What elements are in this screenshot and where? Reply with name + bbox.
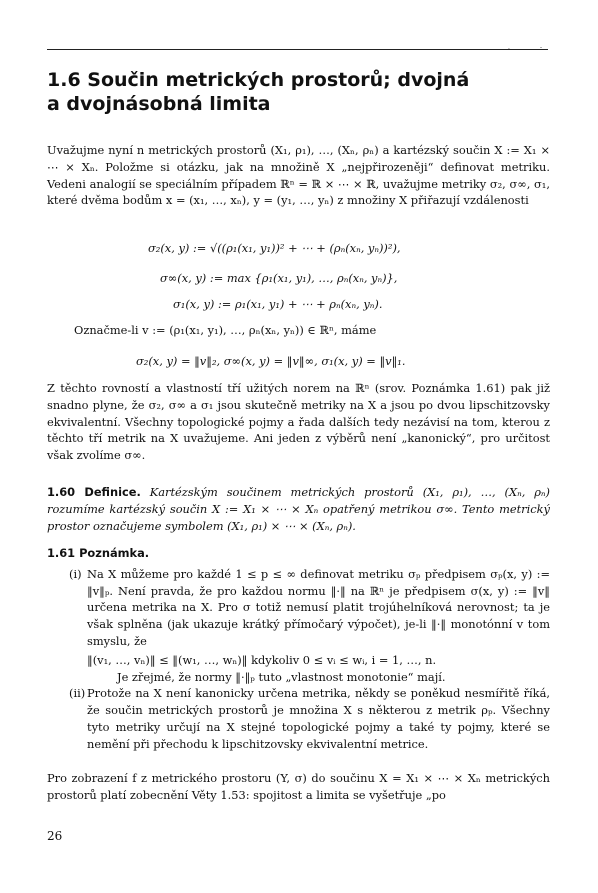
remark-item-1-number: (i): [69, 566, 82, 581]
definition-text: Kartézským součinem metrických prostorů (X₁, ρ₁), …, (Xₙ, ρₙ) rozumíme kartézský součin X := X₁ × ⋯ × Xₙ opatřený metrikou σ∞. Tento metrický prostor označujeme symbolem (X₁, ρ₁) × ⋯ × (Xₙ, ρₙ).: [47, 485, 550, 533]
closing-paragraph: Pro zobrazení f z metrického prostoru (Y, σ) do součinu X = X₁ × ⋯ × Xₙ metrických prostorů platí zobecnění Věty 1.53: spojitost a limita se vyšetřuje „po: [47, 771, 550, 802]
remark-label: 1.61 Poznámka.: [47, 546, 150, 560]
remark-block: [47, 545, 550, 753]
monotonicity-formula: ‖(v₁, …, vₙ)‖ ≤ ‖(w₁, …, wₙ)‖ kdykoliv 0 ≤ vᵢ ≤ wᵢ, i = 1, …, n.: [87, 652, 437, 667]
equation-sigma-inf: σ∞(x, y) := max {ρ₁(x₁, y₁), …, ρₙ(xₙ, yₙ)},: [160, 271, 398, 285]
paragraph-equivalence: Z těchto rovností a vlastností tří užitých norem na ℝⁿ (srov. Poznámka 1.61) pak již snadno plyne, že σ₂, σ∞ a σ₁ jsou skutečně metriky na X a jsou po dvou lipschitzovsky ekvivalentní. Všechny topologické pojmy a řada dalších tedy nezávisí na tom, kterou z těchto tří metrik na X uvažujeme. Ani jeden z výběrů není „kanonický“, pro určitost však zvolíme σ∞.: [47, 381, 550, 463]
equation-sigma1: σ₁(x, y) := ρ₁(x₁, y₁) + ⋯ + ρₙ(xₙ, yₙ).: [173, 297, 383, 311]
page-number: 26: [47, 829, 63, 843]
equation-define-v: Označme-li v := (ρ₁(x₁, y₁), …, ρₙ(xₙ, yₙ)) ∈ ℝⁿ, máme: [74, 323, 377, 337]
remark-item-1: [47, 566, 550, 686]
section-title-line1: 1.6 Součin metrických prostorů; dvojná: [47, 69, 470, 91]
section-title-line2: a dvojnásobná limita: [47, 93, 271, 115]
remark-item-2: [47, 685, 550, 752]
remark-item-2-number: (ii): [69, 686, 86, 701]
remark-item-2-text: Protože na X není kanonicky určena metrika, někdy se poněkud nesmířitě říká, že součin metrických prostorů je množina X s některou z metrik ρₚ. Všechny tyto metriky určují na X stejné topologické pojmy a také ty pojmy, které se nemění při přechodu k lipschitzovsky ekvivalentní metrice.: [87, 686, 550, 751]
definition-label: 1.60 Definice.: [47, 485, 141, 499]
intro-paragraph: Uvažujme nyní n metrických prostorů (X₁, ρ₁), …, (Xₙ, ρₙ) a kartézský součin X := X₁ × ⋯ × Xₙ. Položme si otázku, jak na množině X „nejpřirozeněji“ definovat metriku. Vedeni analogií se speciálním případem ℝⁿ = ℝ × ⋯ × ℝ, uvažujme metriky σ₂, σ∞, σ₁, které dvěma bodům x = (x₁, …, xₙ), y = (y₁, …, yₙ) z množiny X přiřazují vzdálenosti: [47, 143, 550, 208]
equation-sigma2: σ₂(x, y) := √((ρ₁(x₁, y₁))² + ⋯ + (ρₙ(xₙ, yₙ))²),: [148, 241, 401, 255]
remark-item-1-text: Na X můžeme pro každé 1 ≤ p ≤ ∞ definovat metriku σₚ předpisem σₚ(x, y) := ‖v‖ₚ. Není pravda, že pro každou normu ‖·‖ na ℝⁿ je předpisem σ(x, y) := ‖v‖ určena metrika na X. Pro σ totiž nemusí platit trojúhelníková nerovnost; ta je však splněna (jak ukazuje krátký přímočarý výpočet), je-li ‖·‖ monotónní v tom smyslu, že: [87, 566, 550, 648]
definition-block: [47, 484, 550, 534]
header-rule: [47, 49, 548, 50]
equation-norms: σ₂(x, y) = ‖v‖₂, σ∞(x, y) = ‖v‖∞, σ₁(x, y) = ‖v‖₁.: [136, 354, 406, 368]
section-heading: [47, 68, 557, 116]
header-mark: .: [508, 44, 510, 51]
header-mark: -: [540, 44, 543, 51]
monotonicity-note: Je zřejmé, že normy ‖·‖ₚ tuto „vlastnost monotonie“ mají.: [117, 669, 446, 684]
